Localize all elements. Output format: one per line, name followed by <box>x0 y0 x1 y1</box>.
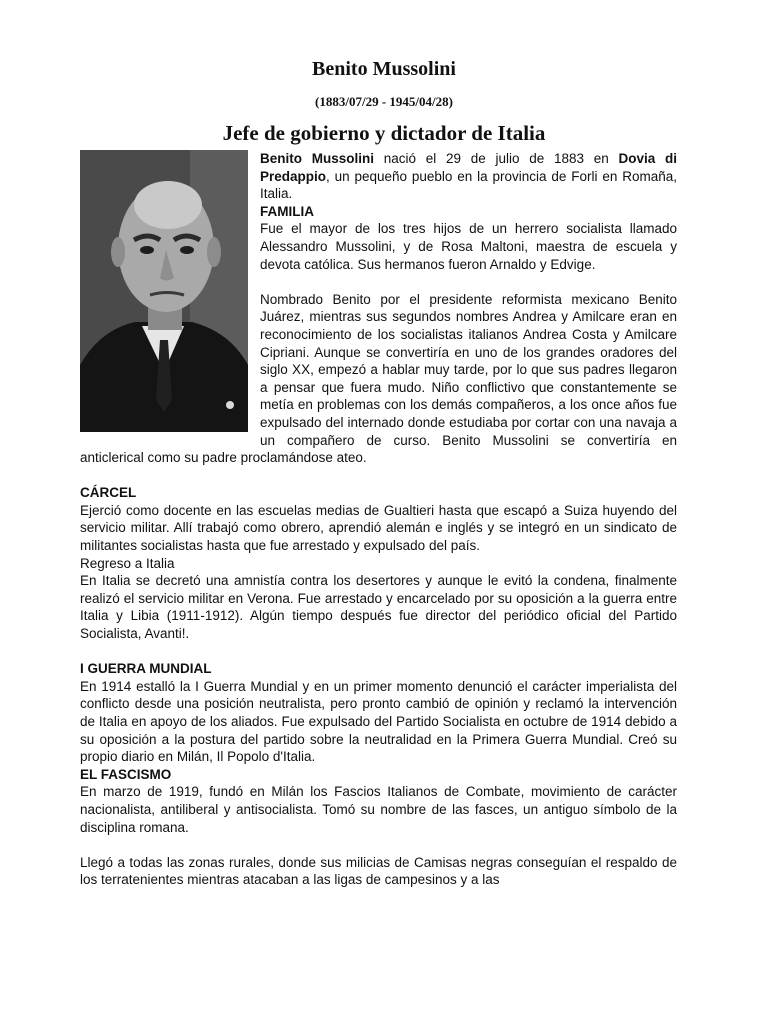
section-heading-familia: FAMILIA <box>260 203 314 219</box>
section-heading-guerra: I GUERRA MUNDIAL <box>80 661 212 677</box>
guerra-paragraph-1: En 1914 estalló la I Guerra Mundial y en un primer momento denunció el carácter imperialista del conflicto desde una posición neutralista, pero pronto cambió de opinión y reclamó la intervención de Italia en apoyo de los aliados. Fue expulsado del Partido Socialista en octubre de 1914 debido a su oposición a la postura del partido sobre la neutralidad en la Primera Guerra Mundial. Creó su propio diario en Milán, Il Popolo d'Italia. <box>80 678 677 765</box>
intro-text-1: nació el 29 de julio de 1883 en <box>373 151 619 166</box>
life-dates: (1883/07/29 - 1945/04/28) <box>315 94 453 109</box>
article-body <box>80 150 677 889</box>
portrait-photo <box>80 150 248 432</box>
portrait-illustration <box>80 150 248 432</box>
carcel-paragraph-2: En Italia se decretó una amnistía contra los desertores y aunque le evitó la condena, finalmente realizó el servicio militar en Verona. Fue arrestado y encarcelado por su oposición a la guerra entre Italia y Libia (1911-1912). Algún tiempo después fue director del periódico oficial del Partido Socialista, Avanti!. <box>80 573 677 642</box>
carcel-paragraph-1: Ejerció como docente en las escuelas medias de Gualtieri hasta que escapó a Suiza huyendo del servicio militar. Allí trabajó como obrero, aprendió alemán e inglés y se integró en un sindicato de militantes socialistas hasta que fue arrestado y expulsado del país. <box>80 502 677 554</box>
fascismo-paragraph-1: En marzo de 1919, fundó en Milán los Fascios Italianos de Combate, movimiento de carácter nacionalista, antiliberal y antisocialista. Tomó su nombre de las fasces, un antiguo símbolo de la disciplina romana. <box>80 784 677 835</box>
intro-place: Dovia di Predappio <box>260 151 677 184</box>
fascismo-paragraph-2: Llegó a todas las zonas rurales, donde sus milicias de Camisas negras conseguían el respaldo de los terratenientes mientras atacaban a las ligas de campesinos y a las <box>80 854 677 888</box>
page-subtitle: Jefe de gobierno y dictador de Italia <box>222 121 546 145</box>
familia-paragraph-2: Nombrado Benito por el presidente reformista mexicano Benito Juárez, mientras sus segundos nombres Andrea y Amilcare eran en reconocimiento de los socialistas italianos Andrea Costa y Amilcare Cipriani. Aunque se convertiría en uno de los grandes oradores del siglo XX, empezó a hablar muy tarde, por lo que sus padres llegaron a pensar que fuera mudo. Niño conflictivo que constantemente se metía en problemas con los demás compañeros, a los once años fue expulsado del internado donde estudiaba por cortar con una navaja a un compañero de curso. Benito Mussolini se convertiría en anticlerical como su padre proclamándose ateo. <box>80 291 677 466</box>
familia-paragraph-1: Fue el mayor de los tres hijos de un herrero socialista llamado Alessandro Mussolini, y de Rosa Maltoni, maestra de escuela y devota católica. Sus hermanos fueron Arnaldo y Edvige. <box>260 221 677 272</box>
intro-text-2: , un pequeño pueblo en la provincia de Forli en Romaña, Italia. <box>260 168 677 202</box>
page-title: Benito Mussolini <box>312 58 456 80</box>
section-heading-fascismo: EL FASCISMO <box>80 766 172 782</box>
carcel-subheading: Regreso a Italia <box>80 555 175 571</box>
intro-name: Benito Mussolini <box>260 151 374 166</box>
section-heading-carcel: CÁRCEL <box>80 485 137 501</box>
